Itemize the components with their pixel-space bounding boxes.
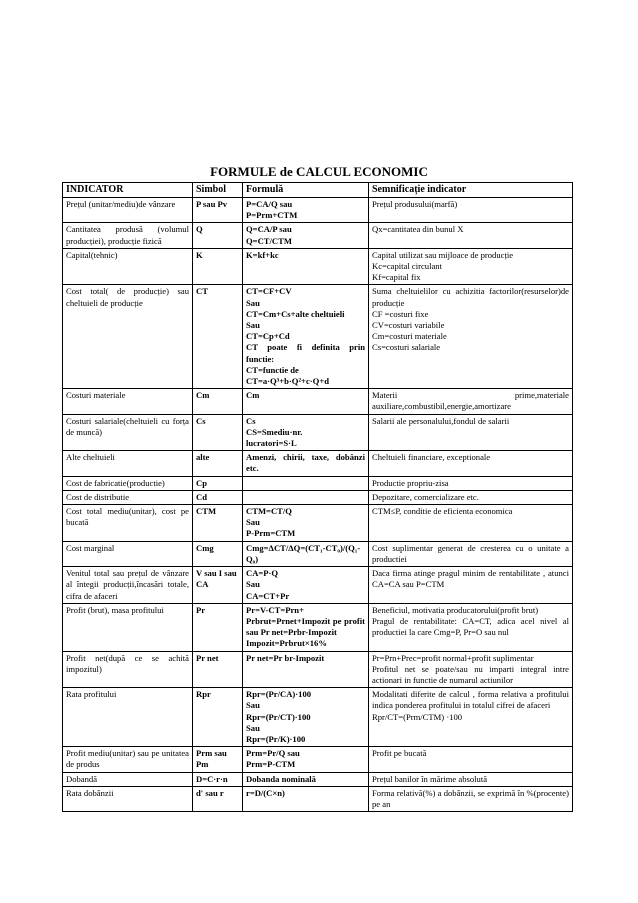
cell-formula-line: Prm=P-CTM — [246, 759, 296, 770]
cell-symbol-line: CT — [196, 286, 208, 297]
cell-symbol — [193, 414, 243, 451]
cell-symbol-line: V sau I sau CA — [196, 568, 237, 590]
cell-meaning-line: CV=costuri variabile — [372, 320, 445, 331]
cell-symbol-line: CTM — [196, 506, 217, 517]
cell-symbol-line: D=C·r·n — [196, 773, 228, 784]
cell-formula-line: CA=CT+Pr — [246, 590, 290, 601]
cell-formula-line: Rpr=(Pr/CA)·100 — [246, 689, 312, 700]
cell-meaning — [369, 541, 573, 566]
cell-symbol — [193, 505, 243, 542]
cell-indicator-line: Costuri salariale(cheltuieli cu forța de muncă) — [66, 415, 189, 437]
cell-symbol — [193, 541, 243, 566]
cell-indicator-line: Rata dobânzii — [66, 787, 114, 798]
cell-symbol — [193, 651, 243, 688]
cell-meaning-line: Pr=Prn+Prec=profit normal+profit suplimentar — [372, 652, 534, 663]
table-row — [63, 198, 573, 223]
cell-meaning-line: Depozitare, comercializare etc. — [372, 491, 479, 502]
cell-formula-line: CT=Cm+Cs+alte cheltuieli — [246, 308, 345, 319]
table-row — [63, 651, 573, 688]
cell-meaning — [369, 451, 573, 476]
cell-meaning-line: Daca firma atinge pragul minim de rentabilitate , atunci CA=CA sau P=CTM — [372, 568, 569, 590]
cell-formula-line: P-Prm=CTM — [246, 528, 296, 539]
cell-formula-line: CA=P·Q — [246, 568, 279, 579]
cell-meaning — [369, 198, 573, 223]
cell-symbol-line: Cs — [196, 415, 206, 426]
cell-indicator — [63, 451, 193, 476]
cell-symbol — [193, 490, 243, 504]
cell-indicator-line: Alte cheltuieli — [66, 452, 115, 463]
cell-formula — [243, 603, 369, 651]
cell-formula — [243, 786, 369, 811]
cell-indicator-line: Cost de distributie — [66, 491, 130, 502]
cell-formula-line: P=Prm+CTM — [246, 210, 298, 221]
cell-formula-line: Rpr=(Pr/CT)·100 — [246, 711, 311, 722]
header-formula: Formulă — [243, 183, 369, 198]
cell-meaning — [369, 414, 573, 451]
cell-indicator — [63, 490, 193, 504]
cell-meaning — [369, 285, 573, 389]
cell-indicator-line: Profit mediu(unitar) sau pe unitatea de produs — [66, 748, 189, 770]
cell-indicator — [63, 603, 193, 651]
cell-formula-line: r=D/(C×n) — [246, 787, 285, 798]
cell-meaning — [369, 603, 573, 651]
cell-formula — [243, 198, 369, 223]
table-row — [63, 603, 573, 651]
cell-formula-line: Sau — [246, 579, 260, 590]
cell-meaning-line: Kf=capital fix — [372, 272, 421, 283]
cell-indicator-line: Costuri materiale — [66, 390, 126, 401]
cell-symbol — [193, 476, 243, 490]
cell-meaning-line: Salarii ale personalului,fondul de salarii — [372, 415, 510, 426]
table-row — [63, 541, 573, 566]
cell-indicator — [63, 688, 193, 747]
cell-symbol-line: Cd — [196, 491, 207, 502]
cell-indicator-line: Profit (brut), masa profitului — [66, 604, 164, 615]
cell-formula-line: K=kf+kc — [246, 249, 279, 260]
cell-symbol — [193, 198, 243, 223]
cell-formula — [243, 451, 369, 476]
cell-meaning — [369, 389, 573, 414]
cell-meaning-line: Prețul produsului(marfă) — [372, 199, 458, 209]
cell-formula-line: CT=Cp+Cd — [246, 331, 290, 342]
table-row — [63, 747, 573, 772]
cell-indicator — [63, 747, 193, 772]
cell-symbol — [193, 389, 243, 414]
cell-symbol — [193, 567, 243, 604]
cell-formula-line: Sau — [246, 517, 260, 528]
cell-formula-line: CT=a·Q³+b·Q²+c·Q+d — [246, 376, 330, 387]
header-symbol: Simbol — [193, 183, 243, 198]
cell-meaning-line: Cost suplimentar generat de cresterea cu o unitate a productiei — [372, 542, 569, 564]
cell-formula-line: CS=Smediu·nr. — [246, 426, 303, 437]
cell-formula-line: Cmg=ΔCT/ΔQ=(CT₁-CT₀)/(Q₁-Q₀) — [246, 542, 361, 564]
cell-formula-line: Dobanda nominală — [246, 773, 316, 784]
cell-meaning — [369, 223, 573, 248]
cell-meaning-line: Rpr/CT=(Prm/CTM) ·100 — [372, 711, 463, 722]
cell-indicator — [63, 651, 193, 688]
table-row — [63, 490, 573, 504]
cell-indicator — [63, 772, 193, 786]
cell-formula-line: Sau — [246, 297, 260, 308]
cell-formula-line: CT=CF+CV — [246, 286, 292, 297]
cell-symbol-line: Rpr — [196, 689, 211, 700]
cell-formula-line: Cm — [246, 390, 260, 401]
cell-symbol-line: P sau Pv — [196, 199, 228, 209]
cell-indicator-line: Prețul (unitar/mediu)de vânzare — [66, 199, 176, 209]
cell-meaning-line: Capital utilizat sau mijloace de producție — [372, 249, 514, 260]
cell-meaning-line: Cs=costuri salariale — [372, 342, 441, 353]
page-title: FORMULE de CALCUL ECONOMIC — [210, 164, 428, 179]
cell-formula — [243, 567, 369, 604]
cell-indicator — [63, 786, 193, 811]
table-row — [63, 476, 573, 490]
cell-formula-line: Sau — [246, 700, 260, 711]
cell-symbol-line: Cm — [196, 390, 210, 401]
cell-formula — [243, 541, 369, 566]
header-indicator: INDICATOR — [63, 183, 193, 198]
cell-formula — [243, 651, 369, 688]
cell-indicator-line: Cost total mediu(unitar), cost pe bucată — [66, 506, 189, 528]
cell-meaning — [369, 786, 573, 811]
cell-formula — [243, 688, 369, 747]
cell-meaning — [369, 476, 573, 490]
cell-formula-line: Pr=V-CT=Prn+ — [246, 604, 304, 615]
cell-meaning-line: Profit pe bucată — [372, 748, 427, 759]
table-row — [63, 772, 573, 786]
table-row — [63, 248, 573, 285]
cell-meaning-line: Productie propriu-zisa — [372, 477, 449, 488]
table-row — [63, 414, 573, 451]
cell-formula-line: Prm=Pr/Q sau — [246, 748, 300, 759]
cell-meaning-line: Kc=capital circulant — [372, 261, 442, 272]
cell-symbol — [193, 248, 243, 285]
cell-meaning — [369, 490, 573, 504]
table-row — [63, 505, 573, 542]
cell-formula — [243, 389, 369, 414]
cell-indicator-line: Profit net(după ce se achită impozitul) — [66, 652, 189, 674]
cell-symbol-line: K — [196, 249, 203, 260]
table-body — [63, 198, 573, 812]
cell-formula-line: lucratori=S·L — [246, 438, 297, 449]
cell-symbol — [193, 285, 243, 389]
cell-formula-line: P=CA/Q sau — [246, 199, 293, 209]
table-row — [63, 451, 573, 476]
cell-formula — [243, 476, 369, 490]
cell-indicator-line: Dobandă — [66, 773, 98, 784]
cell-formula — [243, 772, 369, 786]
cell-symbol — [193, 451, 243, 476]
cell-indicator — [63, 223, 193, 248]
cell-meaning — [369, 747, 573, 772]
table-header-row — [63, 183, 573, 198]
table-row — [63, 688, 573, 747]
cell-symbol — [193, 688, 243, 747]
cell-indicator — [63, 198, 193, 223]
table-row — [63, 223, 573, 248]
cell-symbol — [193, 772, 243, 786]
cell-formula — [243, 505, 369, 542]
cell-meaning-line: Materii prime,materiale auxiliare,combustibil,energie,amortizare — [372, 390, 569, 412]
cell-meaning-line: Pragul de rentabilitate: CA=CT, adica acel nivel al productiei la care Cmg=P, Pr=O sau nul — [372, 615, 569, 638]
cell-indicator — [63, 505, 193, 542]
cell-indicator — [63, 248, 193, 285]
table-row — [63, 285, 573, 389]
cell-meaning-line: Qx=cantitatea din bunul X — [372, 224, 464, 235]
cell-symbol-line: Cp — [196, 477, 207, 488]
cell-indicator — [63, 541, 193, 566]
cell-symbol-line: alte — [196, 452, 210, 463]
cell-symbol — [193, 603, 243, 651]
cell-meaning-line: Forma relativă(%) a dobânzii, se exprimă în %(procente) pe an — [372, 787, 569, 809]
formula-table — [62, 182, 573, 812]
cell-symbol-line: Q — [196, 224, 203, 235]
cell-formula-line: Q=CT/CTM — [246, 235, 292, 246]
cell-meaning — [369, 688, 573, 747]
cell-meaning — [369, 772, 573, 786]
cell-symbol — [193, 747, 243, 772]
cell-formula-line: Sau — [246, 722, 260, 733]
cell-formula-line: Sau — [246, 320, 260, 331]
cell-meaning — [369, 651, 573, 688]
cell-indicator-line: Capital(tehnic) — [66, 249, 118, 260]
cell-indicator — [63, 476, 193, 490]
cell-indicator — [63, 285, 193, 389]
cell-meaning-line: Cm=costuri materiale — [372, 331, 447, 342]
cell-indicator — [63, 414, 193, 451]
table-row — [63, 786, 573, 811]
cell-formula — [243, 285, 369, 389]
table-row — [63, 389, 573, 414]
cell-symbol-line: Pr — [196, 604, 206, 615]
cell-meaning-line: Prețul banilor în mărime absolută — [372, 773, 488, 784]
cell-formula — [243, 490, 369, 504]
cell-meaning-line: CTM≤P, conditie de eficienta economica — [372, 506, 513, 517]
cell-indicator-line: Cost marginal — [66, 542, 115, 553]
cell-formula-line: Amenzi, chirii, taxe, dobânzi etc. — [246, 452, 365, 474]
cell-meaning-line: Suma cheltuielilor cu achizitia factorilor(resurselor)de producție — [372, 286, 569, 308]
cell-indicator-line: Cost de fabricatie(productie) — [66, 477, 165, 488]
cell-formula-line: Prbrut=Prnet+Impozit pe profit sau Pr net=Prbr-Impozit — [246, 615, 365, 638]
cell-formula-line: Pr net=Pr br-Impozit — [246, 652, 325, 663]
cell-formula-line: Cs — [246, 415, 256, 426]
cell-meaning — [369, 248, 573, 285]
cell-indicator-line: Rata profitului — [66, 689, 117, 700]
cell-meaning-line: Profitul net se poate/sau nu imparti integral intre actionari in functie de numarul actiunilor — [372, 663, 569, 685]
cell-formula — [243, 223, 369, 248]
cell-symbol — [193, 223, 243, 248]
cell-formula-line: Rpr=(Pr/K)·100 — [246, 733, 306, 744]
cell-formula-line: CT=functie de — [246, 364, 299, 375]
cell-formula — [243, 747, 369, 772]
cell-indicator — [63, 567, 193, 604]
cell-symbol-line: Prm sau Pm — [196, 748, 227, 770]
cell-meaning-line: Modalitati diferite de calcul , forma relativa a profitului indica ponderea profitului in totalul cifrei de afaceri — [372, 689, 569, 711]
cell-meaning-line: Beneficiul, motivatia producatorului(profit brut) — [372, 604, 539, 615]
cell-indicator-line: Cost total( de producție) sau cheltuieli de producție — [66, 286, 189, 308]
cell-symbol-line: Pr net — [196, 652, 219, 663]
cell-indicator-line: Venitul total sau prețul de vânzare al întegii producții,încasări totale, cifra de afaceri — [66, 568, 189, 601]
cell-indicator-line: Cantitatea produsă (volumul producției), producție fizică — [66, 224, 189, 246]
cell-formula-line: CT poate fi definita prin functie: — [246, 342, 365, 364]
cell-indicator — [63, 389, 193, 414]
cell-formula-line: Q=CA/P sau — [246, 224, 292, 235]
cell-formula-line: Impozit=Prbrut×16% — [246, 638, 327, 649]
cell-formula — [243, 248, 369, 285]
table-row — [63, 567, 573, 604]
cell-meaning-line: CF =costuri fixe — [372, 308, 429, 319]
cell-symbol-line: d' sau r — [196, 787, 224, 798]
header-meaning: Semnificație indicator — [369, 183, 573, 198]
cell-formula-line: CTM=CT/Q — [246, 506, 292, 517]
cell-meaning-line: Cheltuieli financiare, exceptionale — [372, 452, 491, 463]
cell-meaning — [369, 567, 573, 604]
cell-symbol — [193, 786, 243, 811]
cell-meaning — [369, 505, 573, 542]
cell-symbol-line: Cmg — [196, 542, 214, 553]
cell-formula — [243, 414, 369, 451]
